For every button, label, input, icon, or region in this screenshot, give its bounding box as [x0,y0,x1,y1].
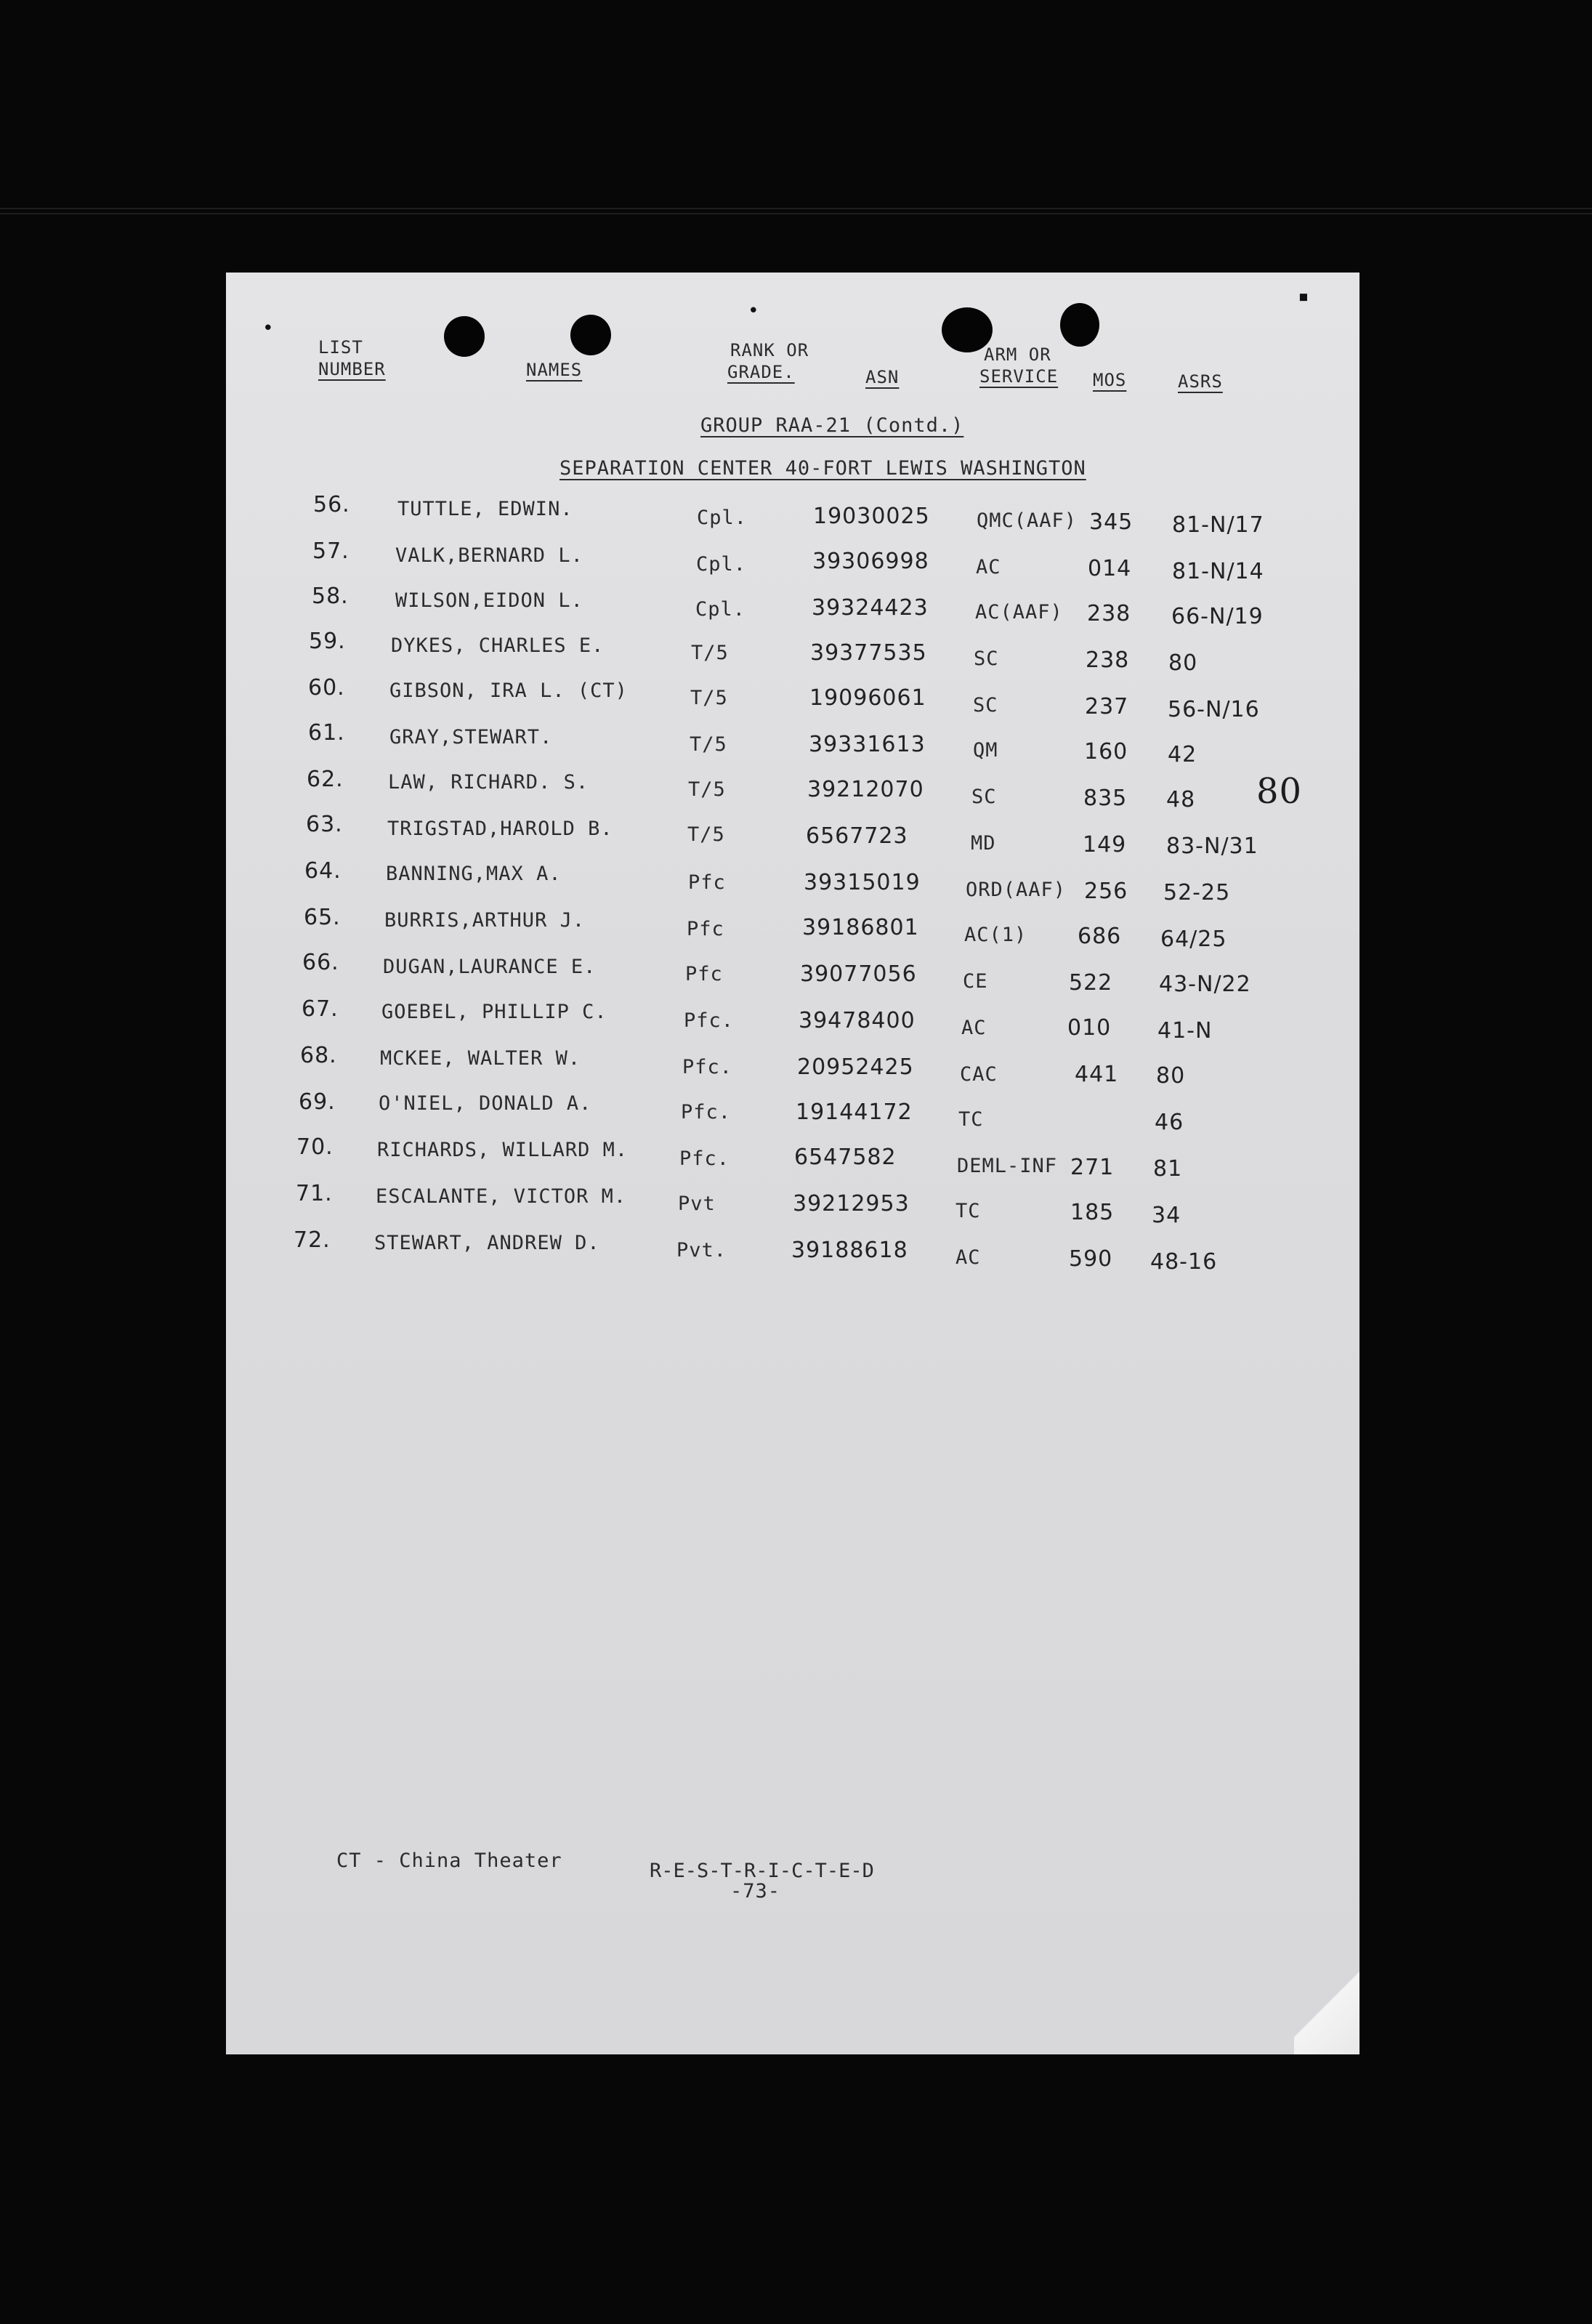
header-arm-line-2: SERVICE [979,366,1059,387]
footer-legend: CT - China Theater [336,1849,562,1872]
row-asrs: 34 [1152,1203,1181,1228]
row-mos: 014 [1088,556,1132,581]
row-mos: 835 [1083,786,1128,811]
row-arm: CAC [960,1063,998,1086]
page-curl [1294,1953,1359,2054]
row-arm: CE [963,970,988,993]
row-name: DYKES, CHARLES E. [391,634,605,657]
row-name: STEWART, ANDREW D. [374,1232,600,1254]
punch-hole [444,316,485,357]
row-mos: 185 [1070,1200,1115,1225]
row-number: 59. [309,629,346,654]
row-name: GRAY,STEWART. [389,726,553,749]
row-asrs: 81-N/17 [1172,512,1264,538]
row-number: 57. [312,538,349,564]
header-rank-line-1: RANK OR [730,340,809,360]
header-list-line-2: NUMBER [318,359,386,379]
row-name: ESCALANTE, VICTOR M. [376,1185,627,1208]
row-asrs: 42 [1168,742,1197,767]
row-asn: 39315019 [804,870,921,895]
row-asrs: 56-N/16 [1168,697,1260,722]
header-names: NAMES [526,360,583,380]
row-mos: 686 [1078,924,1122,949]
row-rank: Pvt [678,1193,716,1215]
row-asrs: 80 [1168,650,1198,676]
row-asn: 20952425 [797,1054,914,1080]
row-name: RICHARDS, WILLARD M. [377,1139,629,1161]
row-asrs: 83-N/31 [1166,834,1258,859]
margin-note: 80 [1256,771,1303,812]
row-rank: T/5 [688,778,726,801]
row-asn: 39212953 [793,1191,910,1217]
row-name: WILSON,EIDON L. [395,589,583,612]
row-rank: Pfc. [681,1101,732,1123]
row-asrs: 66-N/19 [1171,604,1264,629]
row-mos: 590 [1069,1246,1113,1272]
document-page [226,273,1359,2054]
row-arm: DEML-INF [957,1155,1058,1177]
row-asn: 39331613 [809,732,926,757]
ink-speck: • [262,318,274,339]
row-asn: 19096061 [809,685,926,711]
row-name: VALK,BERNARD L. [395,544,583,567]
row-arm: TC [955,1200,981,1222]
header-list-line-1: LIST [318,337,363,358]
row-rank: Pfc [688,871,726,894]
header-asn: ASN [865,367,900,387]
row-number: 61. [308,720,345,746]
row-asrs: 52-25 [1163,880,1231,905]
row-rank: T/5 [691,642,729,664]
row-number: 70. [296,1134,334,1160]
row-number: 63. [306,812,343,837]
row-asn: 39212070 [807,777,924,802]
row-mos: 345 [1089,509,1134,535]
row-asrs: 46 [1155,1110,1184,1135]
row-number: 71. [296,1181,333,1206]
row-asn: 19144172 [796,1100,913,1125]
header-list-number [318,336,386,380]
row-asrs: 80 [1156,1063,1186,1089]
row-rank: Cpl. [695,598,746,621]
row-arm: AC [955,1246,981,1269]
row-number: 58. [312,584,349,609]
row-arm: SC [971,786,997,808]
row-rank: Cpl. [696,553,747,576]
row-mos: 010 [1067,1015,1112,1041]
row-arm: AC(1) [964,924,1027,946]
row-name: TUTTLE, EDWIN. [397,498,573,520]
punch-hole [1060,303,1099,347]
separation-center-title: SEPARATION CENTER 40-FORT LEWIS WASHINGTON [559,457,1086,480]
header-rank [727,339,809,383]
row-rank: T/5 [690,687,728,709]
punch-hole [570,315,611,355]
row-asn: 39377535 [810,640,927,666]
row-arm: AC [976,556,1001,578]
row-mos: 237 [1085,694,1129,719]
row-asn: 39306998 [812,549,929,574]
row-number: 65. [304,905,341,930]
row-arm: SC [973,694,998,717]
row-name: BURRIS,ARTHUR J. [384,909,586,932]
row-number: 68. [300,1043,337,1068]
row-number: 69. [299,1089,336,1115]
row-arm: TC [958,1108,984,1131]
ink-speck: ▪ [1298,286,1309,307]
row-arm: AC [961,1017,987,1039]
row-name: GIBSON, IRA L. (CT) [389,679,628,702]
row-asn: 19030025 [813,504,930,529]
row-arm: MD [971,832,996,855]
ink-speck: • [748,300,759,322]
row-asrs: 43-N/22 [1159,972,1251,997]
row-asrs: 41-N [1157,1018,1213,1044]
row-mos: 238 [1087,601,1131,626]
row-arm: QMC(AAF) [977,509,1078,532]
row-number: 64. [304,858,342,884]
row-asn: 39478400 [799,1008,916,1033]
row-asn: 6547582 [794,1145,897,1170]
row-rank: T/5 [687,823,725,846]
row-asn: 39077056 [800,961,917,987]
row-mos: 238 [1086,647,1130,673]
row-name: DUGAN,LAURANCE E. [383,956,597,978]
row-rank: Pvt. [676,1239,727,1262]
row-mos: 256 [1084,879,1128,904]
footer-page-number: -73- [730,1880,781,1903]
row-asn: 39186801 [802,915,919,940]
row-mos: 160 [1084,739,1128,764]
row-number: 66. [302,950,339,975]
row-asrs: 64/25 [1160,927,1227,952]
row-arm: SC [974,647,999,670]
row-asrs: 48 [1166,787,1196,812]
row-mos: 271 [1070,1155,1115,1180]
row-rank: Cpl. [697,507,748,529]
row-name: GOEBEL, PHILLIP C. [381,1001,607,1023]
row-arm: QM [973,739,998,762]
row-arm: AC(AAF) [975,601,1063,624]
row-asn: 39324423 [812,595,929,621]
row-arm: ORD(AAF) [966,879,1067,901]
row-name: TRIGSTAD,HAROLD B. [387,818,613,840]
row-asn: 39188618 [791,1238,908,1263]
header-asrs: ASRS [1178,371,1223,392]
row-asrs: 81 [1153,1156,1183,1182]
row-number: 72. [294,1227,331,1253]
row-number: 56. [313,492,350,517]
row-rank: T/5 [690,733,727,756]
header-arm-line-1: ARM OR [984,344,1051,365]
row-asrs: 81-N/14 [1172,559,1264,584]
row-mos: 441 [1075,1062,1119,1087]
row-rank: Pfc. [679,1147,730,1170]
row-rank: Pfc. [682,1056,733,1078]
row-number: 67. [302,996,339,1022]
row-asrs: 48-16 [1150,1249,1218,1275]
row-rank: Pfc. [684,1009,735,1032]
header-mos: MOS [1093,370,1127,390]
row-name: MCKEE, WALTER W. [380,1047,581,1070]
row-number: 62. [307,767,344,792]
row-number: 60. [308,675,345,701]
row-asn: 6567723 [806,823,908,849]
group-title: GROUP RAA-21 (Contd.) [700,414,964,437]
row-mos: 522 [1069,970,1113,996]
row-name: LAW, RICHARD. S. [388,771,589,794]
footer-restricted: R-E-S-T-R-I-C-T-E-D [650,1860,874,1882]
row-name: O'NIEL, DONALD A. [379,1092,592,1115]
header-rank-line-2: GRADE. [727,362,795,382]
row-rank: Pfc [687,918,724,940]
row-name: BANNING,MAX A. [386,863,562,885]
row-mos: 149 [1083,832,1127,858]
header-arm [979,344,1058,387]
row-rank: Pfc [685,963,723,985]
